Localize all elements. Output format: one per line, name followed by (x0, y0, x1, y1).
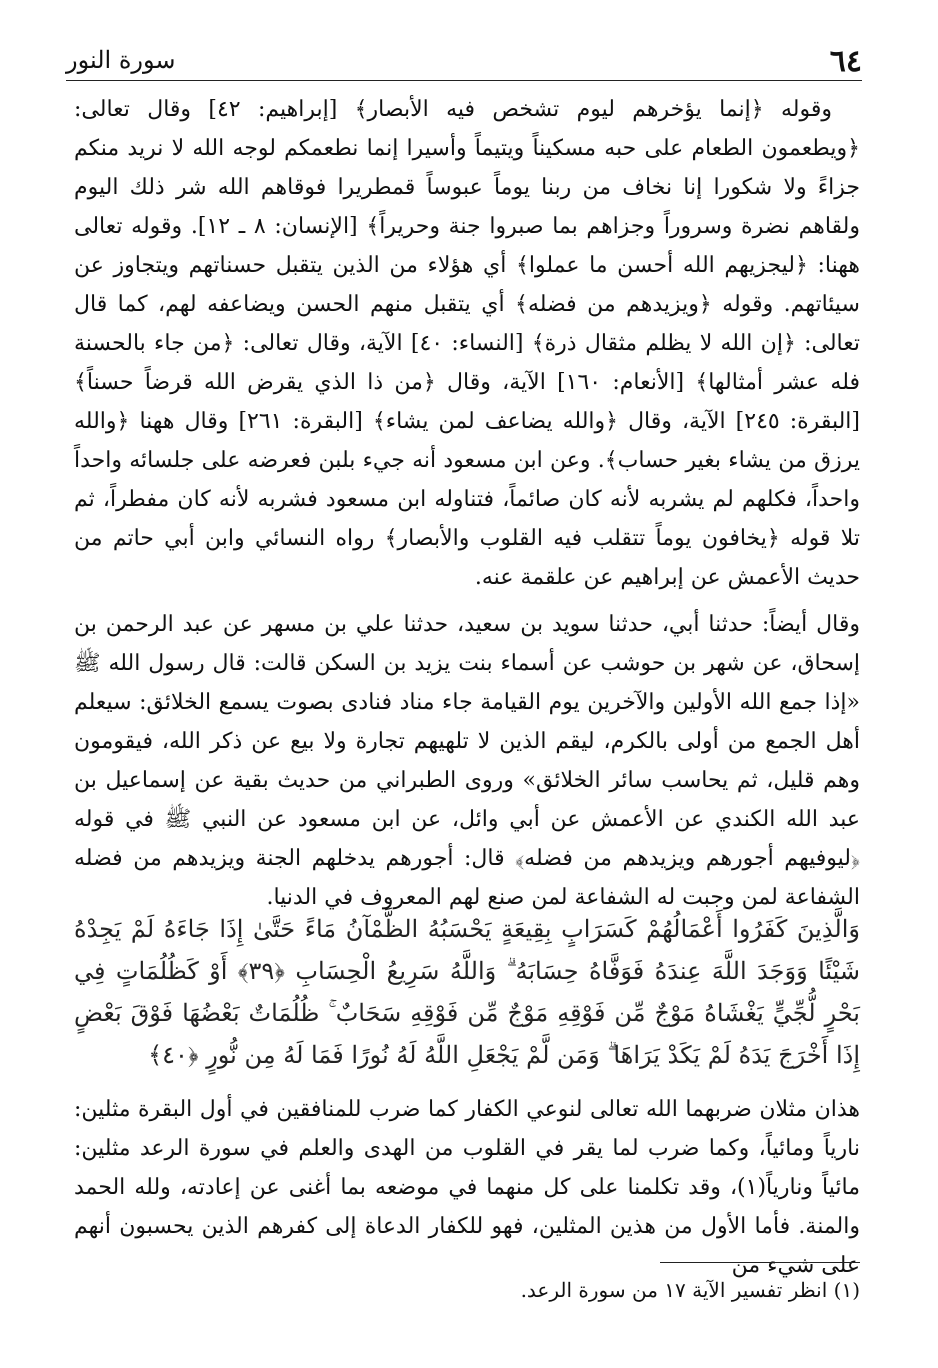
surah-name: سورة النور (66, 46, 176, 74)
commentary-paragraph-1: وقوله ﴿إنما يؤخرهم ليوم تشخص فيه الأبصار﴾ [إبراهيم: ٤٢] وقال تعالى: ﴿ويطعمون الطعام على حبه مسكيناً ويتيماً وأسيرا إنما نطعمكم لوجه الله لا نريد منكم جزاءً ولا شكورا إنا نخاف من ربنا يوماً عبوساً قمطريرا فوقاهم الله شر ذلك اليوم ولقاهم نضرة وسروراً وجزاهم بما صبروا جنة وحريراً﴾ [الإنسان: ٨ ـ ١٢]. وقوله تعالى ههنا: ﴿ليجزيهم الله أحسن ما عملوا﴾ أي هؤلاء من الذين يتقبل حسناتهم ويتجاوز عن سيئاتهم. وقوله ﴿ويزيدهم من فضله﴾ أي يتقبل منهم الحسن ويضاعفه لهم، كما قال تعالى: ﴿إن الله لا يظلم مثقال ذرة﴾ [النساء: ٤٠] الآية، وقال تعالى: ﴿من جاء بالحسنة فله عشر أمثالها﴾ [الأنعام: ١٦٠] الآية، وقال ﴿من ذا الذي يقرض الله قرضاً حسناً﴾ [البقرة: ٢٤٥] الآية، وقال ﴿والله يضاعف لمن يشاء﴾ [البقرة: ٢٦١] وقال ههنا ﴿والله يرزق من يشاء بغير حساب﴾. وعن ابن مسعود أنه جيء بلبن فعرضه على جلسائه واحداً واحداً، فكلهم لم يشربه لأنه كان صائماً، فتناوله ابن مسعود فشربه لأنه كان مفطراً، ثم تلا قوله ﴿يخافون يوماً تتقلب فيه القلوب والأبصار﴾ رواه النسائي وابن أبي حاتم من حديث الأعمش عن إبراهيم عن علقمة عنه. (74, 97, 861, 590)
commentary-paragraph-3: هذان مثلان ضربهما الله تعالى لنوعي الكفار كما ضرب للمنافقين في أول البقرة مثلين: نارياً ومائياً، وكما ضرب لما يقر في القلوب من الهدى والعلم في سورة الرعد مثلين: مائياً ونارياً(١)، وقد تكلمنا على كل منهما في موضعه بما أغنى عن إعادته، ولله الحمد والمنة. فأما الأول من هذين المثلين، فهو للكفار الدعاة إلى كفرهم الذين يحسبون أنهم على شيء من (74, 1097, 860, 1278)
commentary-paragraph-2: وقال أيضاً: حدثنا أبي، حدثنا سويد بن سعيد، حدثنا علي بن مسهر عن عبد الرحمن بن إسحاق، عن شهر بن حوشب عن أسماء بنت يزيد بن السكن قالت: قال رسول الله ﷺ «إذا جمع الله الأولين والآخرين يوم القيامة جاء مناد فنادى بصوت يسمع الخلائق: سيعلم أهل الجمع من أولى بالكرم، ليقم الذين لا تلهيهم تجارة ولا بيع عن ذكر الله، فيقومون وهم قليل، ثم يحاسب سائر الخلائق» وروى الطبراني من حديث بقية عن إسماعيل بن عبد الله الكندي عن الأعمش عن أبي وائل، عن ابن مسعود عن النبي ﷺ في قوله ﴿ليوفيهم أجورهم ويزيدهم من فضله﴾ قال: أجورهم يدخلهم الجنة ويزيدهم من فضله الشفاعة لمن وجبت له الشفاعة لمن صنع لهم المعروف في الدنيا. (74, 612, 860, 910)
footnote-divider (660, 1262, 860, 1263)
quran-verses: وَالَّذِينَ كَفَرُوا أَعْمَالُهُمْ كَسَرَابٍ بِقِيعَةٍ يَحْسَبُهُ الظَّمْآنُ مَاءً حَتَّىٰ إِذَا جَاءَهُ لَمْ يَجِدْهُ شَيْئًا وَوَجَدَ اللَّهَ عِندَهُ فَوَفَّاهُ حِسَابَهُ ۗ وَاللَّهُ سَرِيعُ الْحِسَابِ ﴿٣٩﴾ أَوْ كَظُلُمَاتٍ فِي بَحْرٍ لُّجِّيٍّ يَغْشَاهُ مَوْجٌ مِّن فَوْقِهِ مَوْجٌ مِّن فَوْقِهِ سَحَابٌ ۚ ظُلُمَاتٌ بَعْضُهَا فَوْقَ بَعْضٍ إِذَا أَخْرَجَ يَدَهُ لَمْ يَكَدْ يَرَاهَا ۗ وَمَن لَّمْ يَجْعَلِ اللَّهُ لَهُ نُورًا فَمَا لَهُ مِن نُّورٍ ﴿٤٠﴾ (74, 915, 861, 1069)
commentary-body (74, 90, 860, 917)
page-number: ٦٤ (829, 44, 862, 79)
footnote: (١) انظر تفسير الآية ١٧ من سورة الرعد. (520, 1278, 860, 1302)
page-header (66, 40, 862, 81)
